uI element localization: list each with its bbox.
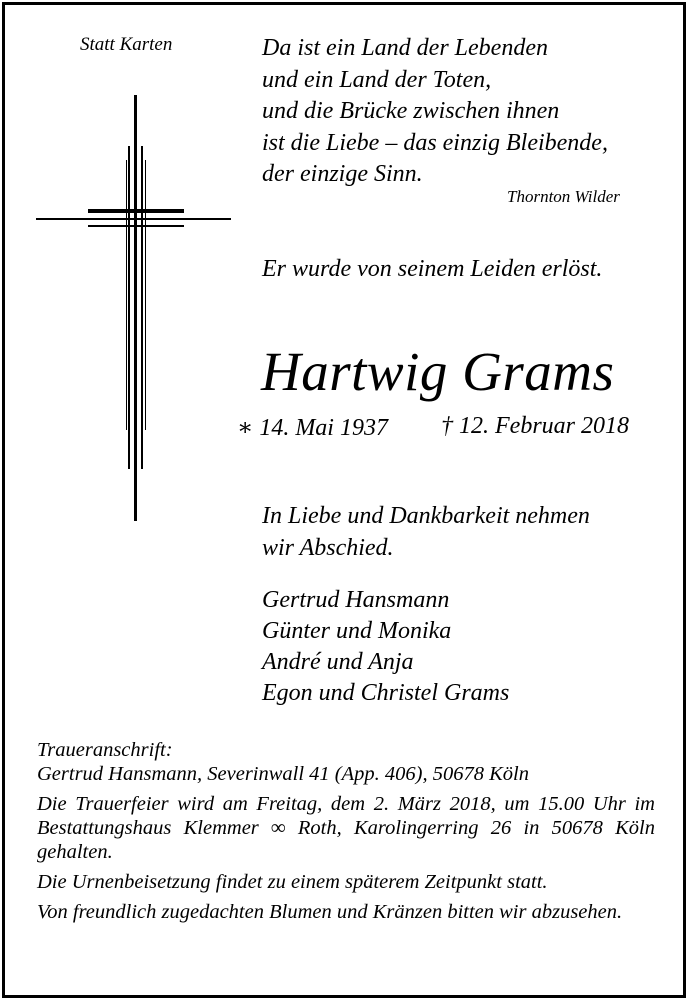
poem-line: und die Brücke zwischen ihnen (262, 98, 560, 124)
ceremony-info: Die Trauerfeier wird am Freitag, dem 2. März 2018, um 15.00 Uhr im Bestattungshaus Klemmer ∞ Roth, Karolingerring 26 in 50678 Köln gehalten. (37, 793, 655, 863)
death-date: † 12. Februar 2018 (441, 413, 629, 439)
poem-line: und ein Land der Toten, (262, 66, 492, 93)
mourners-list (262, 585, 509, 709)
mourner-name: Egon und Christel Grams (262, 680, 510, 706)
address-label: Traueranschrift: (37, 739, 173, 761)
deceased-name: Hartwig Grams (261, 341, 615, 402)
mourner-name: Gertrud Hansmann (262, 587, 450, 613)
relief-text: Er wurde von seinem Leiden erlöst. (262, 256, 603, 282)
poem-line: der einzige Sinn. (262, 161, 423, 187)
footer-info (37, 738, 655, 930)
farewell-line: wir Abschied. (262, 534, 394, 561)
mourner-name: Günter und Monika (262, 618, 452, 644)
flowers-request: Von freundlich zugedachten Blumen und Kränzen bitten wir abzusehen. (37, 901, 623, 923)
birth-date: ∗ 14. Mai 1937 (237, 415, 388, 441)
pre-label: Statt Karten (80, 34, 173, 55)
urn-info: Die Urnenbeisetzung findet zu einem späterem Zeitpunkt statt. (37, 871, 548, 893)
mourning-address: Gertrud Hansmann, Severinwall 41 (App. 406), 50678 Köln (37, 763, 529, 785)
poem (262, 33, 608, 191)
poem-line: ist die Liebe – das einzig Bleibende, (262, 129, 608, 156)
farewell-line: In Liebe und Dankbarkeit nehmen (262, 503, 590, 529)
mourner-name: André und Anja (262, 649, 414, 675)
farewell-text (262, 501, 590, 564)
poem-line: Da ist ein Land der Lebenden (262, 35, 548, 61)
poem-author: Thornton Wilder (507, 187, 620, 206)
